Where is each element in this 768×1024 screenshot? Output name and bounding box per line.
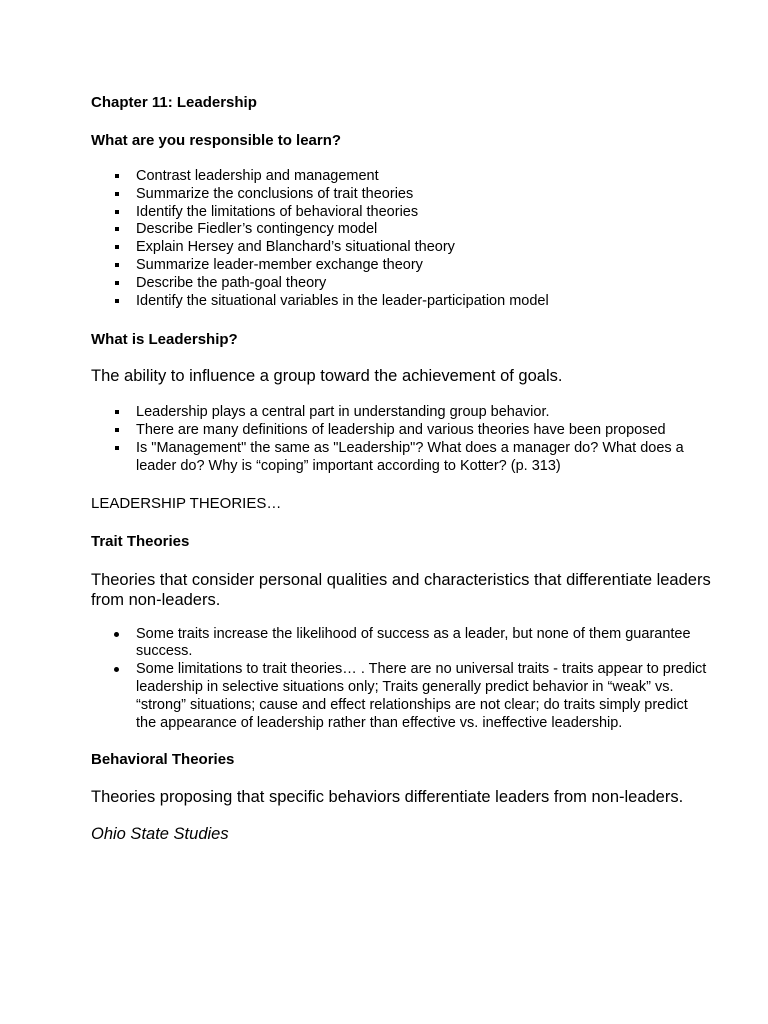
list-item: Identify the limitations of behavioral theories	[91, 204, 711, 222]
leadership-definition: The ability to influence a group toward the achievement of goals.	[91, 367, 563, 386]
what-is-leadership-heading: What is Leadership?	[91, 331, 238, 349]
document-page	[91, 93, 711, 844]
chapter-title: Chapter 11: Leadership	[91, 94, 257, 111]
list-item: Explain Hersey and Blanchard’s situational theory	[91, 239, 711, 257]
list-item: Summarize leader-member exchange theory	[91, 257, 711, 275]
list-item: Some limitations to trait theories… . There are no universal traits - traits appear to predict leadership in selective situations only; Traits generally predict behavior in “weak” vs. “strong” situations; cause and effect relationships are not clear; do traits simply predict the appearance of leadership rather than effective vs. ineffective leadership.	[91, 661, 711, 732]
list-item: Leadership plays a central part in understanding group behavior.	[91, 404, 711, 422]
ohio-state-studies-heading: Ohio State Studies	[91, 825, 229, 844]
trait-theories-definition: Theories that consider personal qualities and characteristics that differentiate leaders from non-leaders.	[91, 570, 711, 609]
trait-points-list	[91, 626, 711, 733]
list-item: Describe the path-goal theory	[91, 275, 711, 293]
leadership-theories-heading: LEADERSHIP THEORIES…	[91, 494, 282, 512]
behavioral-theories-heading: Behavioral Theories	[91, 751, 235, 769]
objectives-list	[91, 168, 711, 310]
list-item: Describe Fiedler’s contingency model	[91, 221, 711, 239]
trait-theories-heading: Trait Theories	[91, 532, 190, 550]
list-item: Contrast leadership and management	[91, 168, 711, 186]
list-item: Summarize the conclusions of trait theories	[91, 186, 711, 204]
responsible-heading: What are you responsible to learn?	[91, 132, 342, 149]
list-item: Is "Management" the same as "Leadership"? What does a manager do? What does a leader do? Why is “coping” important according to Kotter? (p. 313)	[91, 440, 711, 476]
list-item: Some traits increase the likelihood of success as a leader, but none of them guarantee success.	[91, 626, 711, 662]
list-item: Identify the situational variables in the leader-participation model	[91, 293, 711, 311]
leadership-points-list	[91, 404, 711, 475]
list-item: There are many definitions of leadership and various theories have been proposed	[91, 422, 711, 440]
behavioral-theories-definition: Theories proposing that specific behaviors differentiate leaders from non-leaders.	[91, 788, 684, 807]
